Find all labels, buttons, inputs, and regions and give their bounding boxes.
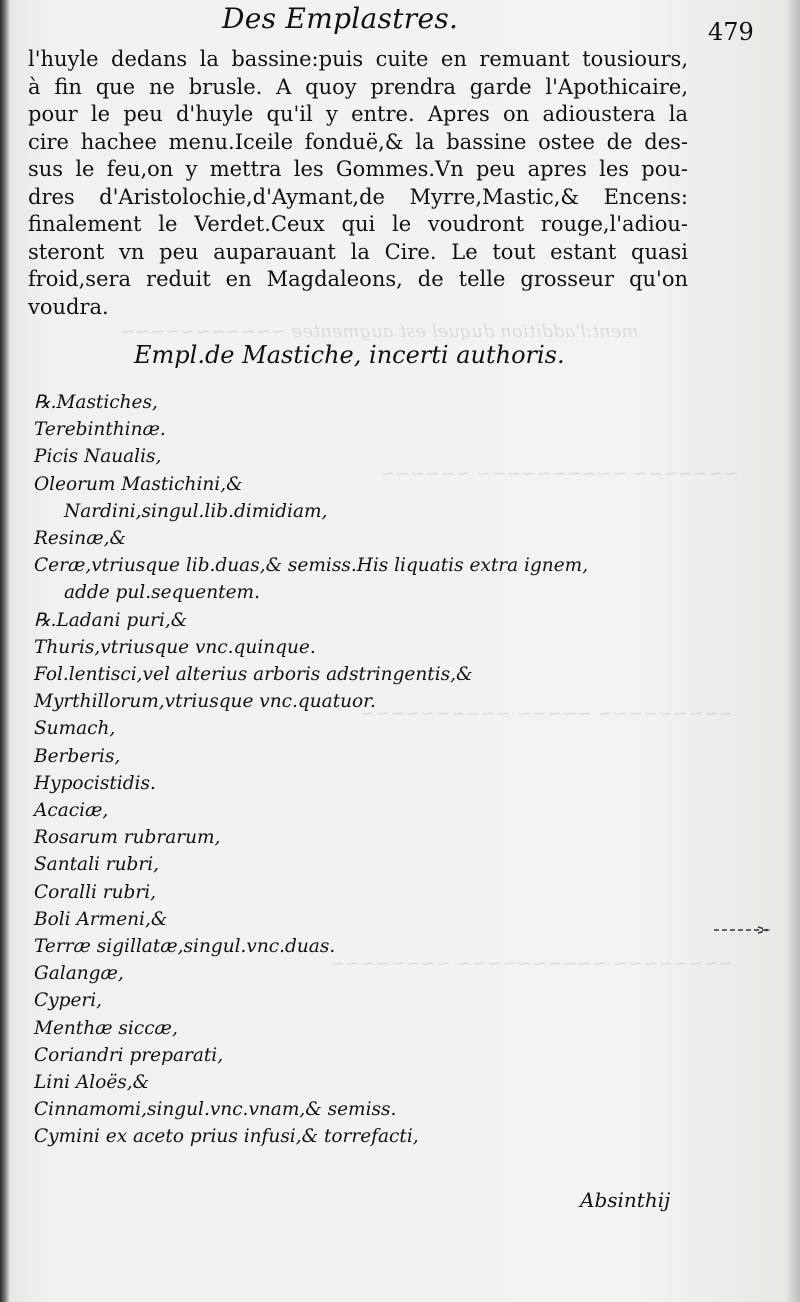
show-through-decoration: ment:l'addition duquel est augmentee ~~~~~~~~~~~ [120, 321, 639, 342]
text-line: à fin que ne brusle. A quoy prendra garde l'Apothicaire, [28, 74, 688, 99]
ingredient-line: Ceræ,vtriusque lib.duas,& semiss.His liquatis extra ignem, [34, 555, 589, 577]
ingredient-line: Menthæ siccæ, [34, 1017, 178, 1039]
ingredient-list [34, 389, 634, 1151]
page-gutter-shadow [0, 0, 10, 1302]
ingredient-line: Boli Armeni,& [34, 908, 168, 930]
text-line: froid,sera reduit en Magdaleons, de telle grosseur qu'on [28, 267, 688, 291]
ingredient-line: Coriandri preparati, [34, 1044, 224, 1066]
ingredient-line: adde pul.sequentem. [64, 582, 260, 604]
margin-mark-decoration [714, 926, 770, 934]
ingredient-line: Thuris,vtriusque vnc.quinque. [34, 636, 316, 658]
ingredient-line: Cymini ex aceto prius infusi,& torrefacti, [34, 1126, 419, 1148]
ingredient-line: Myrthillorum,vtriusque vnc.quatuor. [34, 691, 376, 713]
text-line: voudra. [28, 294, 109, 319]
text-line: l'huyle dedans la bassine:puis cuite en remuant tousiours, [28, 47, 688, 71]
recipe-title: Empl.de Mastiche, incerti authoris. [134, 341, 565, 369]
text-line: cire hachee menu.Iceile fonduë,& la bassine ostee de des- [28, 129, 688, 154]
body-paragraph [28, 46, 688, 321]
show-through-decoration: ~~~~~~~ ~~~~~~~~~~ ~~~~~~ [380, 463, 739, 484]
ingredient-line: Nardini,singul.lib.dimidiam, [64, 500, 328, 522]
ingredient-line: Lini Aloës,& [34, 1072, 150, 1094]
ingredient-line: Hypocistidis. [34, 772, 156, 794]
catchword: Absinthij [580, 1188, 671, 1212]
ingredient-line: Galangæ, [34, 963, 124, 985]
ingredient-line: Terebinthinæ. [34, 419, 166, 441]
page-edge-shadow [786, 0, 800, 1302]
ingredient-line: Sumach, [34, 718, 116, 740]
ingredient-line: Santali rubri, [34, 854, 160, 876]
ingredient-line: ℞.Ladani puri,& [34, 609, 188, 631]
show-through-decoration: ~~~~~~~~~ ~~~~~ ~~~~~~~~~~ [360, 703, 734, 724]
ingredient-line: Coralli rubri, [34, 881, 157, 903]
ingredient-line: Rosarum rubrarum, [34, 827, 221, 849]
text-line: dres d'Aristolochie,d'Aymant,de Myrre,Mastic,& Encens: [28, 184, 688, 209]
text-line: steront vn peu auparauant la Cire. Le tout estant quasi [28, 239, 688, 264]
ingredient-line: Resinæ,& [34, 528, 126, 550]
text-line: pour le peu d'huyle qu'il y entre. Apres on adioustera la [28, 102, 688, 126]
ingredient-line: Acaciæ, [34, 800, 109, 822]
ingredient-line: Terræ sigillatæ,singul.vnc.duas. [34, 936, 336, 958]
running-head: Des Emplastres. [222, 2, 459, 35]
page-header [0, 2, 800, 46]
ingredient-line: Fol.lentisci,vel alterius arboris adstringentis,& [34, 664, 473, 686]
text-line: finalement le Verdet.Ceux qui le voudront rouge,l'adiou- [28, 212, 688, 236]
page-number: 479 [708, 18, 754, 46]
ingredient-line: Berberis, [34, 745, 121, 767]
text-line: sus le feu,on y mettra les Gommes.Vn peu apres les pou- [28, 157, 688, 181]
ingredient-line: Oleorum Mastichini,& [34, 473, 243, 495]
ingredient-line: Cyperi, [34, 990, 103, 1012]
ingredient-line: Picis Naualis, [34, 446, 162, 468]
ingredient-line: ℞.Mastiches, [34, 392, 158, 413]
show-through-decoration: ~~~~~~~~ ~~~~~~~~~~ ~~~~~~~~ [330, 953, 734, 974]
ingredient-line: Cinnamomi,singul.vnc.vnam,& semiss. [34, 1099, 397, 1121]
